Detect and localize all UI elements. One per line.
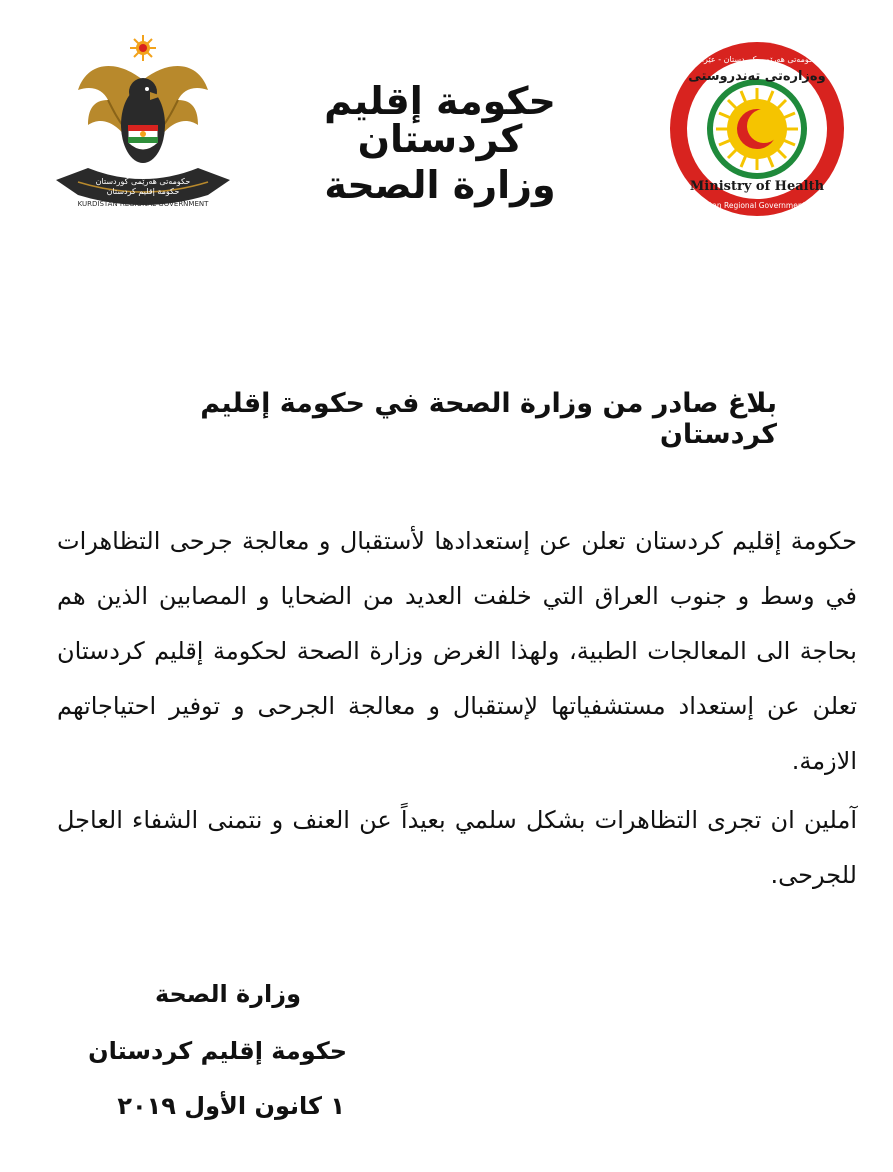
krg-seal-english-text: KURDISTAN REGIONAL GOVERNMENT bbox=[77, 200, 209, 208]
moh-bottom-text: Kurdistan Regional Government - Iraq bbox=[686, 201, 828, 210]
krg-seal-logo bbox=[48, 30, 238, 210]
ministry-of-health-crescent-logo-icon bbox=[668, 40, 846, 218]
signature-ministry: وزارة الصحة bbox=[154, 980, 301, 1008]
krg-seal-kurdish-text: حكومەتی هەرێمی کوردستان bbox=[95, 177, 191, 186]
announcement-headline: بلاغ صادر من وزارة الصحة في حكومة إقليم كردستان bbox=[200, 388, 777, 450]
moh-english-text: Ministry of Health bbox=[689, 179, 825, 194]
government-title: حكومة إقليم كردستان bbox=[324, 79, 556, 161]
body-paragraph-2: آملين ان تجرى التظاهرات بشكل سلمي بعيداً عن العنف و نتمنى الشفاء العاجل للجرحى. bbox=[57, 806, 857, 889]
moh-kurdish-text: وەزارەتی تەندروستی bbox=[688, 69, 826, 84]
krg-eagle-seal-icon bbox=[48, 30, 238, 210]
krg-seal-arabic-text: حكومة إقليم كردستان bbox=[106, 187, 180, 196]
moh-top-text: حکومەتی هەرێمی کوردستان - عێراق bbox=[695, 55, 819, 64]
ministry-title: وزارة الصحة bbox=[324, 163, 556, 207]
signature-government: حكومة إقليم كردستان bbox=[88, 1037, 347, 1065]
signature-date: ١ كانون الأول ٢٠١٩ bbox=[117, 1092, 345, 1120]
body-paragraph-1: حكومة إقليم كردستان تعلن عن إستعدادها لأستقبال و معالجة جرحى التظاهرات في وسط و جنوب العراق التي خلفت العديد من الضحايا و المصابين الذين هم بحاجة الى المعالجات الطبية، ولهذا الغرض وزارة الصحة لحكومة إقليم كردستان تعلن عن إستعداد مستشفياتها لإستقبال و معالجة الجرحى و توفير احتياجاتهم الازمة. bbox=[57, 527, 857, 775]
ministry-of-health-logo bbox=[668, 40, 846, 218]
